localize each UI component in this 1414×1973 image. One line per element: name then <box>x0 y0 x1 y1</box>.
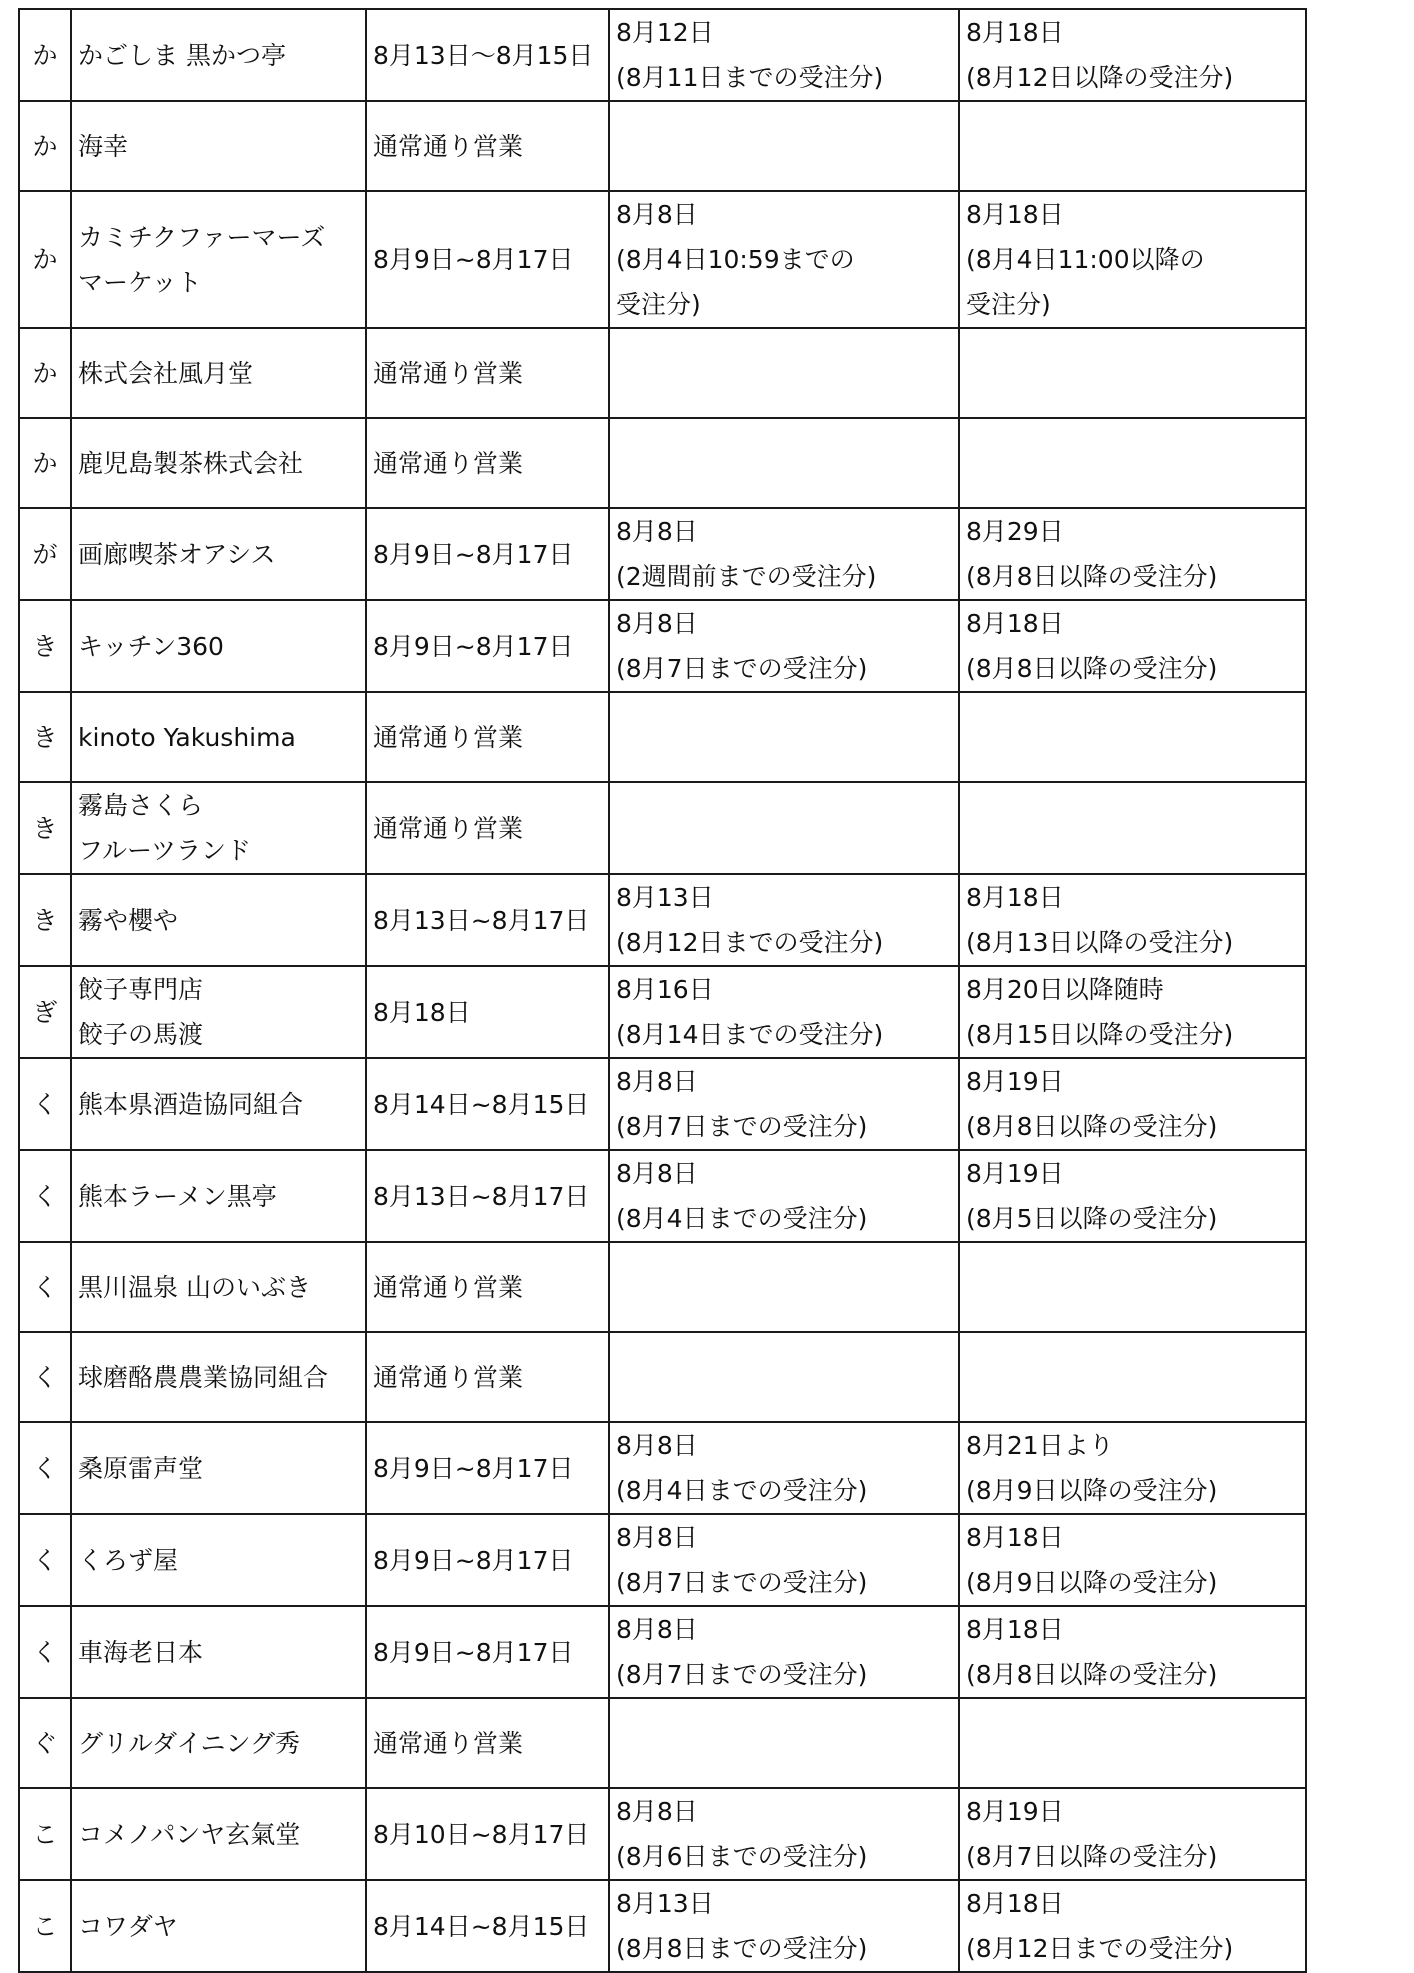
shop-name-cell <box>71 418 366 508</box>
last-ship-cell-line: 8月13日 <box>616 883 714 912</box>
holiday-cell: 8月9日~8月17日 <box>366 508 609 600</box>
table-row <box>19 101 1306 191</box>
resume-cell <box>959 508 1306 600</box>
last-ship-cell-line: (8月7日までの受注分) <box>616 654 868 683</box>
holiday-cell: 8月9日~8月17日 <box>366 1606 609 1698</box>
last-ship-cell <box>609 1422 959 1514</box>
last-ship-cell <box>609 101 959 191</box>
shop-name-cell-line: 黒川温泉 山のいぶき <box>78 1272 311 1302</box>
kana-cell: き <box>19 782 71 874</box>
schedule-body <box>19 9 1306 1972</box>
last-ship-cell <box>609 1880 959 1972</box>
last-ship-cell <box>609 1698 959 1788</box>
holiday-cell: 8月13日～8月15日 <box>366 9 609 101</box>
table-row <box>19 1788 1306 1880</box>
last-ship-cell <box>609 1058 959 1150</box>
holiday-cell: 8月14日~8月15日 <box>366 1058 609 1150</box>
shop-name-cell-line: 餃子の馬渡 <box>78 1020 204 1049</box>
last-ship-cell-line: (8月11日までの受注分) <box>616 63 884 92</box>
resume-cell-line: (8月5日以降の受注分) <box>966 1204 1218 1233</box>
last-ship-cell <box>609 1242 959 1332</box>
last-ship-cell-line: 8月8日 <box>616 609 698 638</box>
kana-cell: こ <box>19 1880 71 1972</box>
shop-name-cell-line: マーケット <box>78 267 202 297</box>
table-row <box>19 1058 1306 1150</box>
kana-cell: ぎ <box>19 966 71 1058</box>
kana-cell: か <box>19 101 71 191</box>
kana-cell: こ <box>19 1788 71 1880</box>
resume-cell-line: 8月20日以降随時 <box>966 975 1164 1004</box>
shop-name-cell <box>71 1058 366 1150</box>
resume-cell <box>959 9 1306 101</box>
last-ship-cell <box>609 328 959 418</box>
resume-cell-line: 8月19日 <box>966 1797 1064 1826</box>
resume-cell <box>959 1058 1306 1150</box>
shop-name-cell <box>71 101 366 191</box>
kana-cell: き <box>19 874 71 966</box>
table-row <box>19 328 1306 418</box>
shop-name-cell-line: グリルダイニング秀 <box>78 1728 301 1758</box>
last-ship-cell-line: (8月7日までの受注分) <box>616 1660 868 1689</box>
last-ship-cell-line: 8月13日 <box>616 1889 714 1918</box>
resume-cell-line: (8月12日までの受注分) <box>966 1934 1234 1963</box>
last-ship-cell <box>609 191 959 328</box>
table-row <box>19 1150 1306 1242</box>
shop-name-cell-line: キッチン360 <box>78 631 224 661</box>
last-ship-cell-line: 8月8日 <box>616 1067 698 1096</box>
resume-cell <box>959 1332 1306 1422</box>
shop-name-cell <box>71 966 366 1058</box>
table-row <box>19 1514 1306 1606</box>
resume-cell-line: (8月8日以降の受注分) <box>966 654 1218 683</box>
shop-name-cell <box>71 1150 366 1242</box>
shop-name-cell-line: かごしま 黒かつ亭 <box>78 40 286 70</box>
last-ship-cell <box>609 9 959 101</box>
resume-cell <box>959 418 1306 508</box>
table-row <box>19 508 1306 600</box>
holiday-cell: 通常通り営業 <box>366 1698 609 1788</box>
last-ship-cell <box>609 1150 959 1242</box>
table-row <box>19 191 1306 328</box>
resume-cell <box>959 1514 1306 1606</box>
resume-cell-line: 8月19日 <box>966 1067 1064 1096</box>
last-ship-cell-line: (8月4日までの受注分) <box>616 1476 868 1505</box>
resume-cell-line: (8月12日以降の受注分) <box>966 63 1234 92</box>
shop-name-cell <box>71 1788 366 1880</box>
last-ship-cell <box>609 1606 959 1698</box>
shop-name-cell-line: 霧や櫻や <box>78 905 179 935</box>
kana-cell: き <box>19 692 71 782</box>
resume-cell <box>959 1242 1306 1332</box>
resume-cell-line: 8月18日 <box>966 1615 1064 1644</box>
last-ship-cell-line: (8月14日までの受注分) <box>616 1020 884 1049</box>
shop-name-cell-line: 球磨酪農農業協同組合 <box>78 1362 329 1392</box>
resume-cell <box>959 1422 1306 1514</box>
resume-cell <box>959 600 1306 692</box>
resume-cell-line: 8月21日より <box>966 1431 1114 1460</box>
shop-name-cell-line: コワダヤ <box>78 1911 178 1941</box>
kana-cell: く <box>19 1058 71 1150</box>
last-ship-cell-line: 8月8日 <box>616 1431 698 1460</box>
resume-cell-line: (8月13日以降の受注分) <box>966 928 1234 957</box>
kana-cell: く <box>19 1422 71 1514</box>
resume-cell-line: 8月18日 <box>966 18 1064 47</box>
shop-name-cell <box>71 600 366 692</box>
table-row <box>19 600 1306 692</box>
resume-cell-line: (8月4日11:00以降の <box>966 245 1205 274</box>
kana-cell: か <box>19 9 71 101</box>
shop-name-cell <box>71 782 366 874</box>
last-ship-cell-line: 受注分) <box>616 290 701 319</box>
kana-cell: く <box>19 1150 71 1242</box>
kana-cell: く <box>19 1242 71 1332</box>
table-row <box>19 1698 1306 1788</box>
shop-name-cell <box>71 1698 366 1788</box>
shop-name-cell-line: コメノパンヤ玄氣堂 <box>78 1819 301 1849</box>
last-ship-cell <box>609 782 959 874</box>
shop-name-cell <box>71 328 366 418</box>
holiday-cell: 8月13日~8月17日 <box>366 1150 609 1242</box>
shop-name-cell <box>71 1332 366 1422</box>
table-row <box>19 692 1306 782</box>
last-ship-cell <box>609 1514 959 1606</box>
table-row <box>19 1332 1306 1422</box>
shop-name-cell <box>71 9 366 101</box>
shop-name-cell <box>71 191 366 328</box>
shop-name-cell-line: 餃子専門店 <box>78 975 204 1004</box>
resume-cell <box>959 1880 1306 1972</box>
holiday-cell: 8月14日~8月15日 <box>366 1880 609 1972</box>
last-ship-cell <box>609 418 959 508</box>
last-ship-cell-line: (8月7日までの受注分) <box>616 1112 868 1141</box>
resume-cell-line: (8月8日以降の受注分) <box>966 1112 1218 1141</box>
table-row <box>19 782 1306 874</box>
resume-cell-line: 受注分) <box>966 290 1051 319</box>
kana-cell: か <box>19 191 71 328</box>
kana-cell: く <box>19 1514 71 1606</box>
resume-cell <box>959 1788 1306 1880</box>
last-ship-cell-line: (8月8日までの受注分) <box>616 1934 868 1963</box>
shop-schedule-table <box>18 8 1307 1973</box>
last-ship-cell-line: (2週間前までの受注分) <box>616 562 877 591</box>
last-ship-cell-line: 8月16日 <box>616 975 714 1004</box>
last-ship-cell-line: 8月8日 <box>616 1615 698 1644</box>
shop-name-cell <box>71 1606 366 1698</box>
resume-cell-line: 8月29日 <box>966 517 1064 546</box>
holiday-cell: 通常通り営業 <box>366 101 609 191</box>
shop-name-cell-line: 画廊喫茶オアシス <box>78 539 276 569</box>
last-ship-cell-line: (8月4日までの受注分) <box>616 1204 868 1233</box>
resume-cell-line: (8月7日以降の受注分) <box>966 1842 1218 1871</box>
holiday-cell: 8月18日 <box>366 966 609 1058</box>
holiday-cell: 8月9日~8月17日 <box>366 600 609 692</box>
resume-cell-line: (8月8日以降の受注分) <box>966 562 1218 591</box>
shop-name-cell-line: 熊本県酒造協同組合 <box>78 1089 304 1119</box>
shop-name-cell-line: 車海老日本 <box>78 1637 204 1667</box>
last-ship-cell-line: 8月8日 <box>616 1797 698 1826</box>
shop-name-cell <box>71 874 366 966</box>
kana-cell: く <box>19 1332 71 1422</box>
shop-name-cell <box>71 1242 366 1332</box>
resume-cell-line: (8月9日以降の受注分) <box>966 1476 1218 1505</box>
shop-name-cell-line: くろず屋 <box>78 1545 179 1575</box>
resume-cell <box>959 1606 1306 1698</box>
shop-name-cell-line: kinoto Yakushima <box>78 722 296 752</box>
shop-name-cell <box>71 1422 366 1514</box>
shop-name-cell-line: 海幸 <box>78 131 129 161</box>
last-ship-cell <box>609 1332 959 1422</box>
resume-cell <box>959 966 1306 1058</box>
resume-cell-line: (8月8日以降の受注分) <box>966 1660 1218 1689</box>
resume-cell-line: 8月18日 <box>966 200 1064 229</box>
table-row <box>19 1242 1306 1332</box>
last-ship-cell-line: (8月7日までの受注分) <box>616 1568 868 1597</box>
resume-cell <box>959 1698 1306 1788</box>
table-row <box>19 418 1306 508</box>
shop-name-cell-line: 桑原雷声堂 <box>78 1453 204 1483</box>
shop-name-cell <box>71 692 366 782</box>
resume-cell-line: (8月9日以降の受注分) <box>966 1568 1218 1597</box>
shop-name-cell-line: 株式会社風月堂 <box>78 358 254 388</box>
last-ship-cell <box>609 966 959 1058</box>
table-row <box>19 1880 1306 1972</box>
shop-name-cell <box>71 1880 366 1972</box>
resume-cell-line: 8月18日 <box>966 1889 1064 1918</box>
shop-name-cell-line: 鹿児島製茶株式会社 <box>78 448 304 478</box>
resume-cell-line: 8月18日 <box>966 609 1064 638</box>
table-row <box>19 9 1306 101</box>
resume-cell <box>959 1150 1306 1242</box>
kana-cell: が <box>19 508 71 600</box>
table-row <box>19 874 1306 966</box>
holiday-cell: 8月9日~8月17日 <box>366 191 609 328</box>
kana-cell: く <box>19 1606 71 1698</box>
last-ship-cell-line: (8月12日までの受注分) <box>616 928 884 957</box>
resume-cell <box>959 874 1306 966</box>
holiday-cell: 8月9日~8月17日 <box>366 1422 609 1514</box>
last-ship-cell <box>609 874 959 966</box>
shop-name-cell-line: カミチクファーマーズ <box>78 222 326 252</box>
kana-cell: か <box>19 328 71 418</box>
resume-cell-line: 8月19日 <box>966 1159 1064 1188</box>
kana-cell: ぐ <box>19 1698 71 1788</box>
resume-cell <box>959 692 1306 782</box>
last-ship-cell-line: (8月6日までの受注分) <box>616 1842 868 1871</box>
resume-cell <box>959 101 1306 191</box>
resume-cell-line: 8月18日 <box>966 883 1064 912</box>
holiday-cell: 8月10日~8月17日 <box>366 1788 609 1880</box>
holiday-cell: 通常通り営業 <box>366 1242 609 1332</box>
table-row <box>19 1606 1306 1698</box>
last-ship-cell-line: 8月8日 <box>616 517 698 546</box>
table-row <box>19 966 1306 1058</box>
last-ship-cell <box>609 1788 959 1880</box>
holiday-cell: 8月13日~8月17日 <box>366 874 609 966</box>
shop-name-cell-line: 熊本ラーメン黒亭 <box>78 1181 277 1211</box>
holiday-cell: 通常通り営業 <box>366 418 609 508</box>
last-ship-cell-line: 8月8日 <box>616 1523 698 1552</box>
shop-name-cell-line: フルーツランド <box>78 836 252 865</box>
last-ship-cell <box>609 692 959 782</box>
table-row <box>19 1422 1306 1514</box>
resume-cell <box>959 328 1306 418</box>
last-ship-cell <box>609 600 959 692</box>
kana-cell: き <box>19 600 71 692</box>
holiday-cell: 8月9日~8月17日 <box>366 1514 609 1606</box>
holiday-cell: 通常通り営業 <box>366 782 609 874</box>
shop-name-cell-line: 霧島さくら <box>78 791 204 820</box>
shop-name-cell <box>71 508 366 600</box>
resume-cell-line: 8月18日 <box>966 1523 1064 1552</box>
last-ship-cell <box>609 508 959 600</box>
last-ship-cell-line: (8月4日10:59までの <box>616 245 855 274</box>
holiday-cell: 通常通り営業 <box>366 1332 609 1422</box>
kana-cell: か <box>19 418 71 508</box>
shop-name-cell <box>71 1514 366 1606</box>
last-ship-cell-line: 8月12日 <box>616 18 714 47</box>
resume-cell <box>959 191 1306 328</box>
holiday-cell: 通常通り営業 <box>366 328 609 418</box>
resume-cell <box>959 782 1306 874</box>
holiday-cell: 通常通り営業 <box>366 692 609 782</box>
last-ship-cell-line: 8月8日 <box>616 200 698 229</box>
resume-cell-line: (8月15日以降の受注分) <box>966 1020 1234 1049</box>
last-ship-cell-line: 8月8日 <box>616 1159 698 1188</box>
